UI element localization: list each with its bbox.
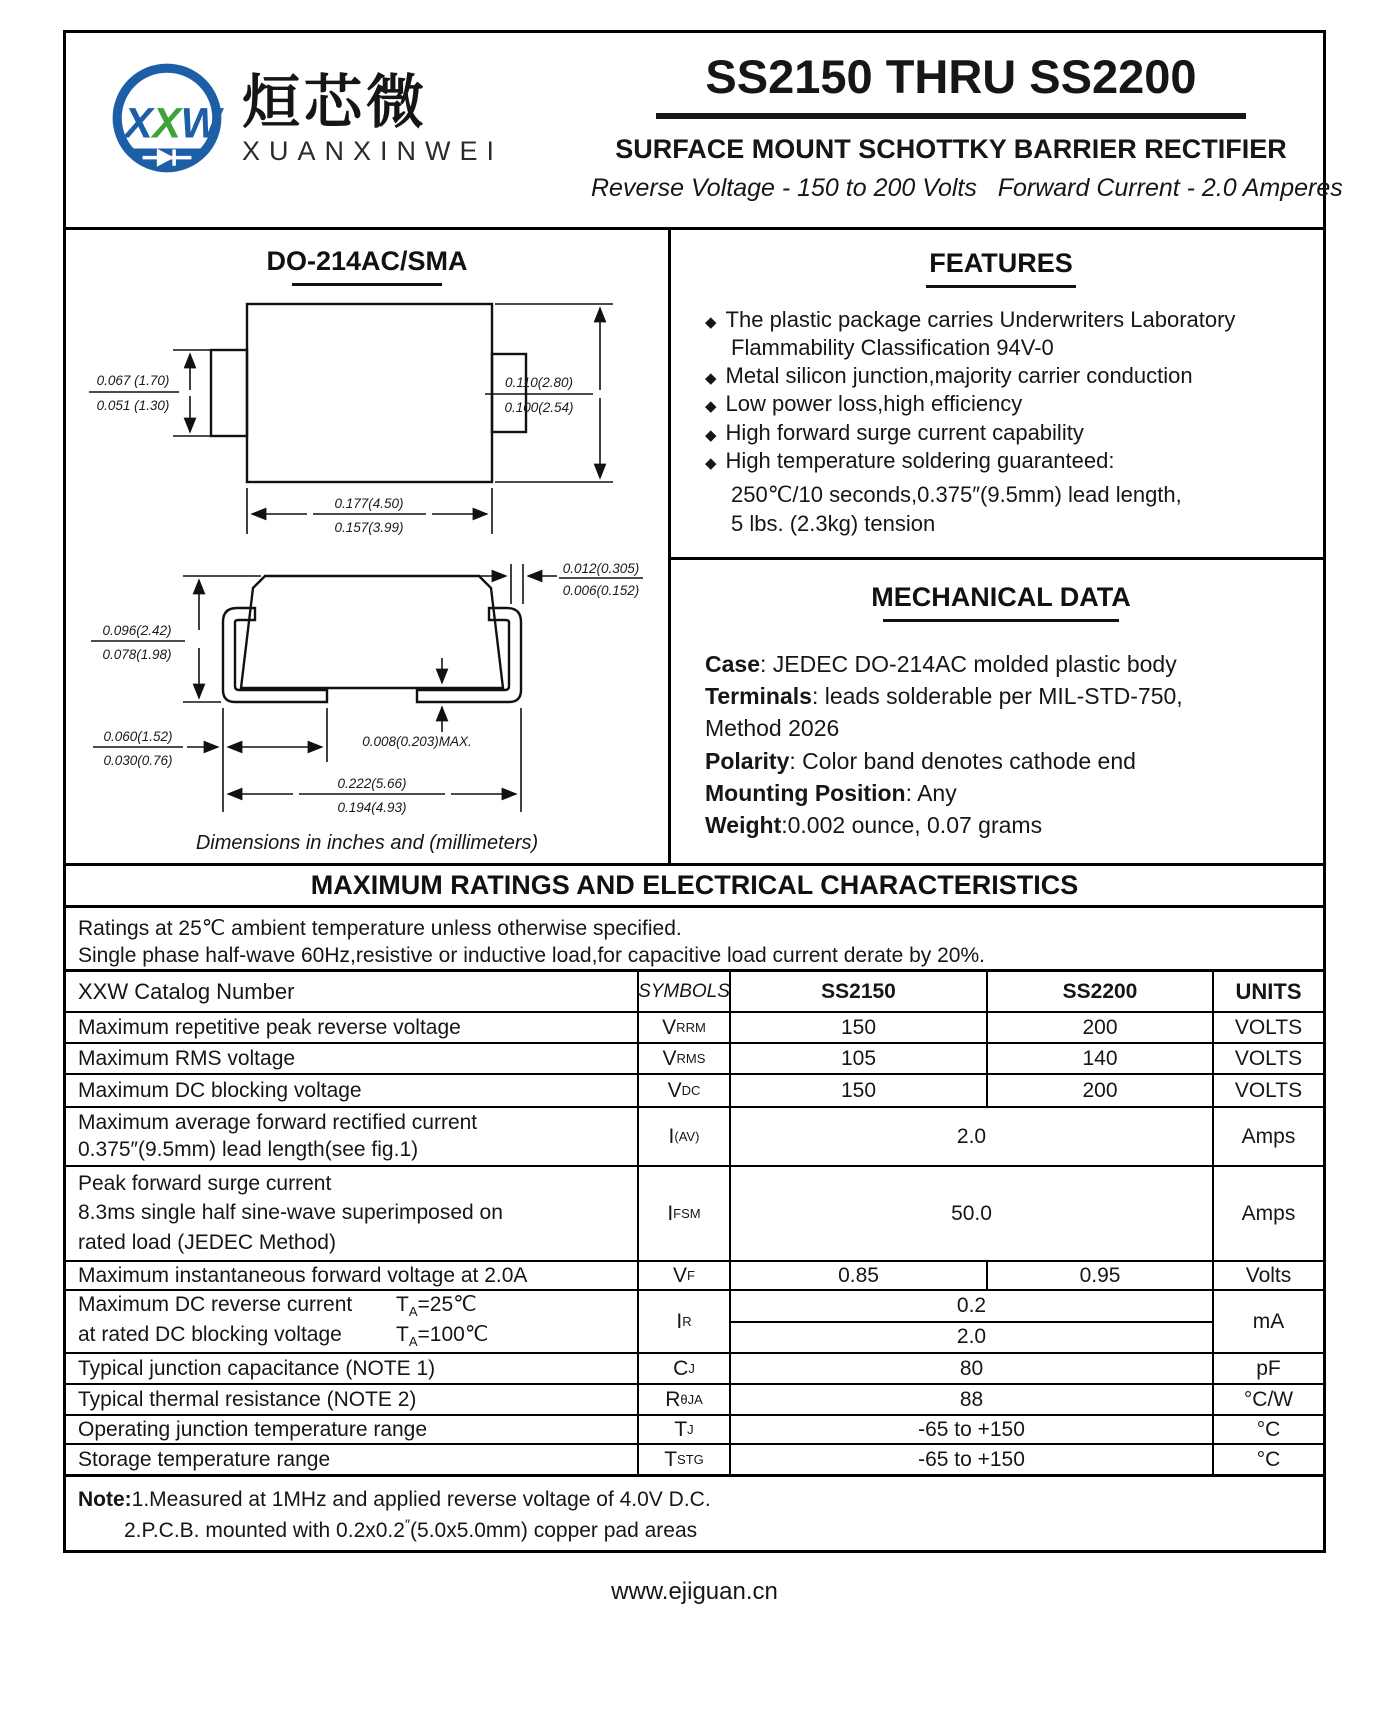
stacked-value-cell: 0.2 2.0: [729, 1291, 1212, 1352]
col-header-catalog: XXW Catalog Number: [78, 978, 295, 1004]
feature-item: ◆ High forward surge current capability: [705, 419, 1084, 445]
table-row: Maximum DC reverse current $T_A=25℃$ at rated DC blocking voltage $T_A=100℃$ I R 0.2 2.0 mA: [66, 1289, 1323, 1352]
body-outline: [247, 304, 492, 482]
table-row: Typical thermal resistance (NOTE 2) R θJA 88 °C/W: [66, 1383, 1323, 1414]
body-profile: [241, 576, 503, 688]
mech-line: Case: JEDEC DO-214AC molded plastic body: [705, 651, 1177, 677]
note-line: Note:1.Measured at 1MHz and applied reverse voltage of 4.0V D.C.: [78, 1488, 711, 1511]
logo-w: W: [180, 99, 221, 148]
dim-body-height-lower: 0.100(2.54): [504, 400, 574, 415]
diamond-bullet-icon: ◆: [705, 370, 717, 388]
table-header-row: [66, 972, 1323, 1011]
feature-item: ◆ Low power loss,high efficiency: [705, 391, 1023, 417]
dimension-caption: Dimensions in inches and (millimeters): [195, 832, 539, 854]
package-side-view-drawing: [87, 562, 647, 824]
mech-line: Terminals: leads solderable per MIL-STD-750,: [705, 683, 1183, 710]
table-row: Storage temperature range T STG -65 to +150 °C: [66, 1443, 1323, 1474]
feature-detail-line: 5 lbs. (2.3kg) tension: [731, 510, 936, 536]
dim-body-width-lower: 0.157(3.99): [334, 520, 404, 535]
svg-text:X X W: [122, 99, 224, 147]
test-condition: $T_A=25℃$: [396, 1293, 477, 1320]
diamond-bullet-icon: ◆: [705, 426, 717, 444]
company-logo: [106, 59, 503, 181]
symbol-cell: C J: [637, 1354, 729, 1383]
note-line: 2.P.C.B. mounted with 0.2x0.2″(5.0x5.0mm) copper pad areas: [124, 1517, 698, 1543]
symbol-cell: V DC: [637, 1075, 729, 1106]
dim-lead-width-upper: 0.067 (1.70): [96, 373, 170, 388]
dim-standoff: 0.008(0.203)MAX.: [362, 734, 472, 749]
ratings-preamble: [66, 908, 1323, 972]
col-header-symbols: SYMBOLS: [637, 972, 729, 1011]
dim-lead-thickness-lower: 0.006(0.152): [562, 583, 640, 598]
website-link: www.ejiguan.cn: [611, 1578, 778, 1605]
left-lead-outline: [211, 350, 247, 436]
table-row: Maximum repetitive peak reverse voltage V RRM 150 200 VOLTS: [66, 1011, 1323, 1042]
package-drawing-panel: [66, 230, 671, 863]
dim-foot-length-lower: 0.030(0.76): [103, 753, 173, 768]
logo-mark-icon: [106, 59, 228, 181]
company-name-latin: XUANXINWEI: [242, 135, 504, 166]
header: [66, 33, 1343, 230]
feature-detail-line: 250℃/10 seconds,0.375″(9.5mm) lead length,: [731, 481, 1182, 507]
symbol-cell: T J: [637, 1416, 729, 1443]
logo-x1: X: [124, 99, 153, 148]
table-row: Maximum DC blocking voltage V DC 150 200 VOLTS: [66, 1073, 1323, 1106]
package-name-underline: [292, 283, 442, 286]
col-header-ss2200: SS2200: [986, 972, 1212, 1011]
symbol-cell: R θJA: [637, 1385, 729, 1414]
mech-line: Mounting Position: Any: [705, 779, 957, 806]
symbol-cell: I (AV): [637, 1108, 729, 1165]
mech-line: Polarity: Color band denotes cathode end: [705, 747, 1136, 774]
table-row: Maximum instantaneous forward voltage at 2.0A V F 0.85 0.95 Volts: [66, 1260, 1323, 1289]
mechanical-data-section: [671, 560, 1323, 863]
table-row: Maximum average forward rectified current 0.375″(9.5mm) lead length(see fig.1) I (AV) 2.0 Amps: [66, 1106, 1323, 1165]
col-header-ss2150: SS2150: [729, 972, 986, 1011]
ratings-condition-line: Ratings at 25℃ ambient temperature unless otherwise specified.: [78, 917, 682, 940]
symbol-cell: V RRM: [637, 1013, 729, 1042]
dim-profile-height-lower: 0.078(1.98): [102, 647, 172, 662]
ratings-tagline: Reverse Voltage - 150 to 200 Volts Forward Current - 2.0 Amperes: [591, 174, 1343, 202]
ratings-banner: MAXIMUM RATINGS AND ELECTRICAL CHARACTERISTICS: [66, 866, 1323, 908]
part-number-title: SS2150 THRU SS2200: [705, 50, 1197, 103]
dim-overall-width-lower: 0.194(4.93): [337, 800, 407, 815]
dim-body-width-upper: 0.177(4.50): [334, 496, 404, 511]
ratings-condition-line: Single phase half-wave 60Hz,resistive or inductive load,for capacitive load current derate by 20%.: [78, 944, 985, 968]
dim-body-height-upper: 0.110(2.80): [504, 375, 574, 390]
table-row: Operating junction temperature range T J -65 to +150 °C: [66, 1414, 1323, 1443]
table-row: Typical junction capacitance (NOTE 1) C J 80 pF: [66, 1352, 1323, 1383]
feature-item: ◆ Metal silicon junction,majority carrier conduction: [705, 363, 1193, 389]
dim-lead-width-lower: 0.051 (1.30): [96, 398, 170, 413]
dim-profile-height-upper: 0.096(2.42): [102, 623, 172, 638]
table-row: Peak forward surge current 8.3ms single half sine-wave superimposed on rated load (JEDEC Method) I FSM 50.0 Amps: [66, 1165, 1323, 1260]
features-underline: [926, 285, 1076, 288]
notes-section: [66, 1474, 1323, 1550]
right-lead-outline: [492, 354, 526, 432]
symbol-cell: I FSM: [637, 1167, 729, 1260]
mech-line: Weight:0.002 ounce, 0.07 grams: [705, 811, 1043, 838]
features-section: [671, 230, 1323, 560]
company-name-chinese: 烜芯微: [242, 70, 429, 136]
table-row: Maximum RMS voltage V RMS 105 140 VOLTS: [66, 1042, 1323, 1073]
diamond-bullet-icon: ◆: [705, 454, 717, 472]
dim-overall-width-upper: 0.222(5.66): [337, 776, 407, 791]
datasheet-page: [63, 30, 1343, 1553]
package-top-view-drawing: [87, 292, 647, 554]
symbol-cell: V F: [637, 1262, 729, 1289]
dim-lead-thickness-upper: 0.012(0.305): [562, 562, 640, 576]
symbol-cell: V RMS: [637, 1044, 729, 1073]
mechanical-underline: [883, 619, 1119, 622]
feature-item: ◆ The plastic package carries Underwriters Laboratory Flammability Classification 94V-0: [705, 307, 1236, 361]
diamond-bullet-icon: ◆: [705, 398, 717, 416]
col-header-units: UNITS: [1212, 972, 1323, 1011]
dim-foot-length-upper: 0.060(1.52): [103, 729, 173, 744]
test-condition: $T_A=100℃$: [396, 1322, 489, 1349]
symbol-cell: I R: [637, 1291, 729, 1352]
package-name: DO-214AC/SMA: [266, 246, 468, 276]
feature-item: ◆ High temperature soldering guaranteed:: [705, 447, 1115, 473]
electrical-characteristics-table: [66, 972, 1323, 1474]
mechanical-heading: MECHANICAL DATA: [871, 582, 1131, 612]
diamond-bullet-icon: ◆: [705, 314, 717, 331]
mech-line: Method 2026: [705, 715, 840, 742]
title-underline: [656, 113, 1246, 119]
symbol-cell: T STG: [637, 1445, 729, 1474]
device-type-subtitle: SURFACE MOUNT SCHOTTKY BARRIER RECTIFIER: [615, 134, 1287, 164]
features-heading: FEATURES: [929, 248, 1073, 278]
logo-x2: X: [152, 99, 181, 148]
